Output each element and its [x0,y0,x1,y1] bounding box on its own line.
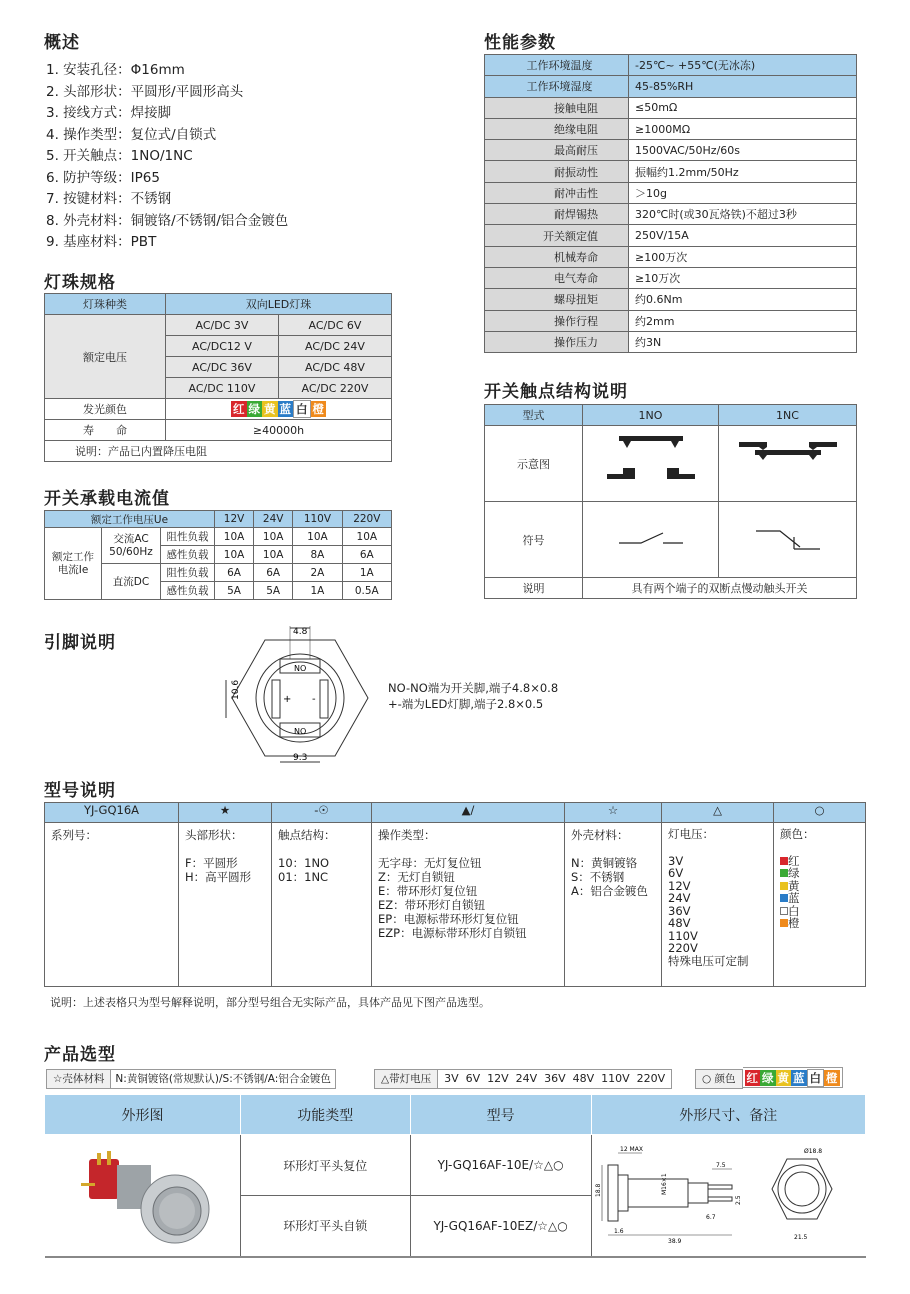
perf-title: 性能参数 [484,33,556,53]
chip-yellow: 黄 [777,1071,789,1085]
color-name: 黄 [788,878,800,893]
volt-tag-label: △带灯电压 [374,1069,438,1089]
perf-row [485,97,857,118]
dim-text: Ø18.8 [803,1147,822,1155]
perf-value: ≥100万次 [629,246,857,267]
nc-diagram [719,426,857,502]
current-title: 开关承载电流值 [44,489,170,509]
select-table [44,1094,866,1258]
cell-line: E：带环形灯复位钮 [378,884,478,898]
color-square-icon [780,857,788,865]
current-volt: 24V [254,511,293,528]
pin-dim-top: 4.8 [293,627,308,637]
perf-key: 操作压力 [485,331,629,352]
perf-row [485,140,857,161]
cell-line: 触点结构： [278,828,336,842]
perf-value: 320℃时(或30瓦烙铁)不超过3秒 [629,204,857,225]
cell-line: 01：1NC [278,870,329,884]
overview-title: 概述 [44,33,80,53]
cell-line: 颜色： [780,827,815,841]
lamp-life: ≥40000h [166,420,392,441]
lamp-volt: AC/DC 220V [279,378,392,399]
nc-contact-icon [733,432,843,492]
perf-key: 螺母扭矩 [485,289,629,310]
lamp-volt: AC/DC 6V [279,315,392,336]
dim-text: 7.5 [715,1161,726,1169]
model-number: YJ-GQ16AF-10E/☆△○ [410,1135,591,1196]
color-square-icon [780,919,788,927]
pin-desc [388,680,558,712]
overview-item: 3. 接线方式：焊接脚 [46,105,172,121]
model-operation [372,823,565,987]
cell-line: 灯电压： [668,827,714,841]
overview-item: 6. 防护等级：IP65 [46,169,160,186]
cell-line: 36V [668,903,691,918]
pin-mark: - [312,694,316,705]
perf-key: 耐振动性 [485,161,629,182]
perf-row [485,161,857,182]
perf-value: 约2mm [629,310,857,331]
dim-text: 21.5 [793,1233,807,1241]
lamp-volt: AC/DC 36V [166,357,279,378]
cell-line: EP：电源标带环形灯复位钮 [378,912,519,926]
perf-value: 约0.6Nm [629,289,857,310]
current-cell: 10A [254,528,293,546]
cell-line: 特殊电压可定制 [668,953,749,968]
color-name: 白 [788,903,800,918]
color-tag [695,1067,843,1089]
lamp-rated-label: 额定电压 [45,315,166,399]
lamp-head-led: 双向LED灯珠 [166,294,392,315]
color-name: 橙 [788,916,800,930]
model-number: YJ-GQ16AF-10EZ/☆△○ [410,1196,591,1257]
current-cell: 10A [293,528,342,546]
chip-blue: 蓝 [279,402,291,416]
lamp-volt: AC/DC12 V [166,336,279,357]
volt-tag [374,1067,672,1089]
current-load: 阻性负载 [161,528,215,546]
overview-item: 5. 开关触点：1NO/1NC [46,148,193,164]
perf-key: 耐焊锡热 [485,204,629,225]
perf-row [485,310,857,331]
select-head: 外形尺寸、备注 [591,1095,866,1135]
cell-line: 220V [668,941,698,955]
current-cell: 10A [254,546,293,564]
current-cell: 6A [342,546,391,564]
contact-head: 型式 [485,405,583,426]
select-head: 型号 [410,1095,591,1135]
perf-row [485,267,857,288]
cell-line: H：高平圆形 [185,870,252,884]
cell-line: 110V [668,928,698,943]
overview-item: 8. 外壳材料：铜镀铬/不锈钢/铝合金镀色 [46,212,289,229]
volt-tag-value: 3V 6V 12V 24V 36V 48V 110V 220V [438,1069,672,1089]
perf-key: 开关额定值 [485,225,629,246]
dim-text: 18.8 [594,1183,602,1197]
contact-head: 1NC [719,405,857,426]
chip-yellow: 黄 [264,402,276,416]
dimension-drawing [591,1135,866,1257]
chip-green: 绿 [762,1071,774,1085]
cell-line: 头部形状： [185,828,243,842]
current-cell: 1A [342,564,391,582]
perf-key: 电气寿命 [485,267,629,288]
dim-text: M16×1 [660,1173,668,1195]
lamp-volt: AC/DC 24V [279,336,392,357]
lamp-volt: AC/DC 110V [166,378,279,399]
cell-line: 6V [668,866,684,880]
product-photo [45,1135,241,1257]
nc-symbol [719,502,857,578]
current-volt: 12V [215,511,254,528]
pin-desc-line: NO-NO端为开关脚,端子4.8×0.8 [388,681,559,695]
lamp-title: 灯珠规格 [44,273,116,293]
perf-value: ≤50mΩ [629,97,857,118]
no-symbol [583,502,719,578]
select-head: 功能类型 [240,1095,410,1135]
perf-row [485,246,857,267]
overview-item: 7. 按键材料：不锈钢 [46,191,172,207]
cell-line: 12V [668,878,691,893]
pin-title: 引脚说明 [44,633,116,653]
current-load: 感性负载 [161,582,215,600]
model-head: YJ-GQ16A [45,803,179,823]
dim-text: 6.7 [705,1213,716,1221]
current-ac: 交流AC 50/60Hz [102,528,161,564]
perf-value: -25℃~ +55℃(无冰冻) [629,55,857,76]
current-volt: 110V [293,511,342,528]
model-shell [565,823,662,987]
current-head: 额定工作电压Ue [45,511,215,528]
shell-tag-label: ☆壳体材料 [46,1069,111,1089]
cell-line: EZ：带环形灯自锁钮 [378,898,486,912]
push-button-image [67,1139,217,1249]
color-square-icon [780,882,788,890]
overview-item: 2. 头部形状：平圆形/平圆形高头 [46,83,244,100]
overview-item: 9. 基座材料：PBT [46,234,157,250]
perf-row [485,331,857,352]
current-cell: 10A [215,528,254,546]
perf-value: 45-85%RH [629,76,857,97]
contact-title: 开关触点结构说明 [484,382,628,402]
current-cell: 1A [293,582,342,600]
chip-white: 白 [293,400,311,418]
cell-line: Z：无灯自锁钮 [378,870,455,884]
cell-line: F：平圆形 [185,856,238,870]
dim-text: 1.6 [613,1227,624,1235]
current-cell: 6A [254,564,293,582]
pin-mark: + [283,694,292,705]
function-type: 环形灯平头复位 [240,1135,410,1196]
select-head: 外形图 [45,1095,241,1135]
model-head: -☉ [272,803,372,823]
contact-diagram-label: 示意图 [485,426,583,502]
cell-line: 无字母：无灯复位钮 [378,856,482,870]
lamp-life-label: 寿 命 [45,420,166,441]
contact-note: 具有两个端子的双断点慢动触头开关 [583,578,857,599]
model-head: △ [662,803,774,823]
chip-red: 红 [746,1071,758,1085]
contact-note-label: 说明 [485,578,583,599]
perf-row [485,118,857,139]
perf-row [485,289,857,310]
contact-symbol-label: 符号 [485,502,583,578]
chip-orange: 橙 [312,402,324,416]
cell-line: S：不锈钢 [571,870,625,884]
dimension-drawing-icon [594,1139,864,1249]
model-contact [272,823,372,987]
no-symbol-icon [611,523,691,553]
current-cell: 10A [342,528,391,546]
color-item [780,917,859,930]
chip-white: 白 [807,1069,825,1087]
cell-line: EZP：电源标带环形灯自锁钮 [378,926,527,940]
pin-diagram [220,622,380,772]
pin-dim-bottom: 9.3 [293,753,308,763]
cell-line: 外壳材料： [571,828,629,842]
lamp-color-chips [166,399,392,420]
perf-row [485,204,857,225]
model-voltage [662,823,774,987]
overview-list [46,60,288,254]
function-type: 环形灯平头自锁 [240,1196,410,1257]
perf-value: 振幅约1.2mm/50Hz [629,161,857,182]
perf-value: ≥10万次 [629,267,857,288]
cell-line: 3V [668,853,684,868]
shell-tag-value: N:黄铜镀铬(常规默认)/S:不锈钢/A:铝合金镀色 [111,1069,335,1089]
dim-text: 12 MAX [619,1145,643,1153]
color-name: 蓝 [788,891,800,905]
chip-blue: 蓝 [793,1071,805,1085]
perf-row [485,182,857,203]
dim-text: 38.9 [667,1237,681,1245]
contact-table [484,404,857,599]
perf-value: 1500VAC/50Hz/60s [629,140,857,161]
perf-key: 机械寿命 [485,246,629,267]
cell-line: 10：1NO [278,856,330,870]
shell-tag [46,1067,336,1089]
perf-row [485,76,857,97]
model-head: ○ [774,803,866,823]
perf-key: 接触电阻 [485,97,629,118]
color-name: 绿 [788,866,800,880]
current-cell: 10A [215,546,254,564]
current-cell: 6A [215,564,254,582]
current-cell: 8A [293,546,342,564]
dim-text: 2.5 [734,1195,742,1205]
perf-key: 绝缘电阻 [485,118,629,139]
select-title: 产品选型 [44,1045,116,1065]
lamp-volt: AC/DC 48V [279,357,392,378]
current-load: 阻性负载 [161,564,215,582]
current-cell: 0.5A [342,582,391,600]
model-head-shape [179,823,272,987]
lamp-volt: AC/DC 3V [166,315,279,336]
pin-dim-side: 10.6 [231,679,241,700]
model-title: 型号说明 [44,781,116,801]
pin-desc-line: +-端为LED灯脚,端子2.8×0.5 [388,697,544,711]
lamp-table [44,293,392,462]
perf-value: ＞10g [629,182,857,203]
perf-row [485,225,857,246]
chip-green: 绿 [248,402,260,416]
lamp-color-label: 发光颜色 [45,399,166,420]
model-note: 说明：上述表格只为型号解释说明，部分型号组合无实际产品，具体产品见下图产品选型。 [50,996,490,1009]
current-load: 感性负载 [161,546,215,564]
cell-line: A：铝合金镀色 [571,884,648,898]
contact-head: 1NO [583,405,719,426]
perf-value: ≥1000MΩ [629,118,857,139]
overview-item: 1. 安装孔径：Φ16mm [46,62,185,78]
color-name: 红 [788,853,800,868]
perf-key: 工作环境温度 [485,55,629,76]
model-head: ★ [179,803,272,823]
model-head: ▲/ [372,803,565,823]
pin-mark: NO [294,664,307,673]
current-volt: 220V [342,511,391,528]
current-cell: 5A [215,582,254,600]
model-color [774,823,866,987]
perf-key: 耐冲击性 [485,182,629,203]
color-tag-label: ○ 颜色 [695,1069,743,1089]
perf-key: 工作环境湿度 [485,76,629,97]
current-cell: 2A [293,564,342,582]
no-diagram [583,426,719,502]
model-series: 系列号： [45,823,179,987]
perf-key: 操作行程 [485,310,629,331]
current-dc: 直流DC [102,564,161,600]
cell-line: 24V [668,891,691,905]
perf-value: 约3N [629,331,857,352]
current-cell: 5A [254,582,293,600]
pin-mark: NO [294,727,307,736]
color-square-icon [780,869,788,877]
color-square-icon [780,907,788,915]
current-table [44,510,392,600]
overview-item: 4. 操作类型：复位式/自锁式 [46,126,217,143]
lamp-note: 说明：产品已内置降压电阻 [45,441,392,462]
perf-value: 250V/15A [629,225,857,246]
cell-line: N：黄铜镀铬 [571,856,638,870]
nc-symbol-icon [748,523,828,553]
chip-orange: 橙 [826,1071,838,1085]
cell-line: 操作类型： [378,828,436,842]
model-head: ☆ [565,803,662,823]
perf-row [485,55,857,76]
chip-red: 红 [233,402,245,416]
current-row-label: 额定工作电流Ie [45,528,102,600]
model-table [44,802,866,987]
perf-table [484,54,857,353]
perf-key: 最高耐压 [485,140,629,161]
lamp-head-type: 灯珠种类 [45,294,166,315]
color-square-icon [780,894,788,902]
cell-line: 48V [668,916,691,930]
no-contact-icon [601,432,701,492]
